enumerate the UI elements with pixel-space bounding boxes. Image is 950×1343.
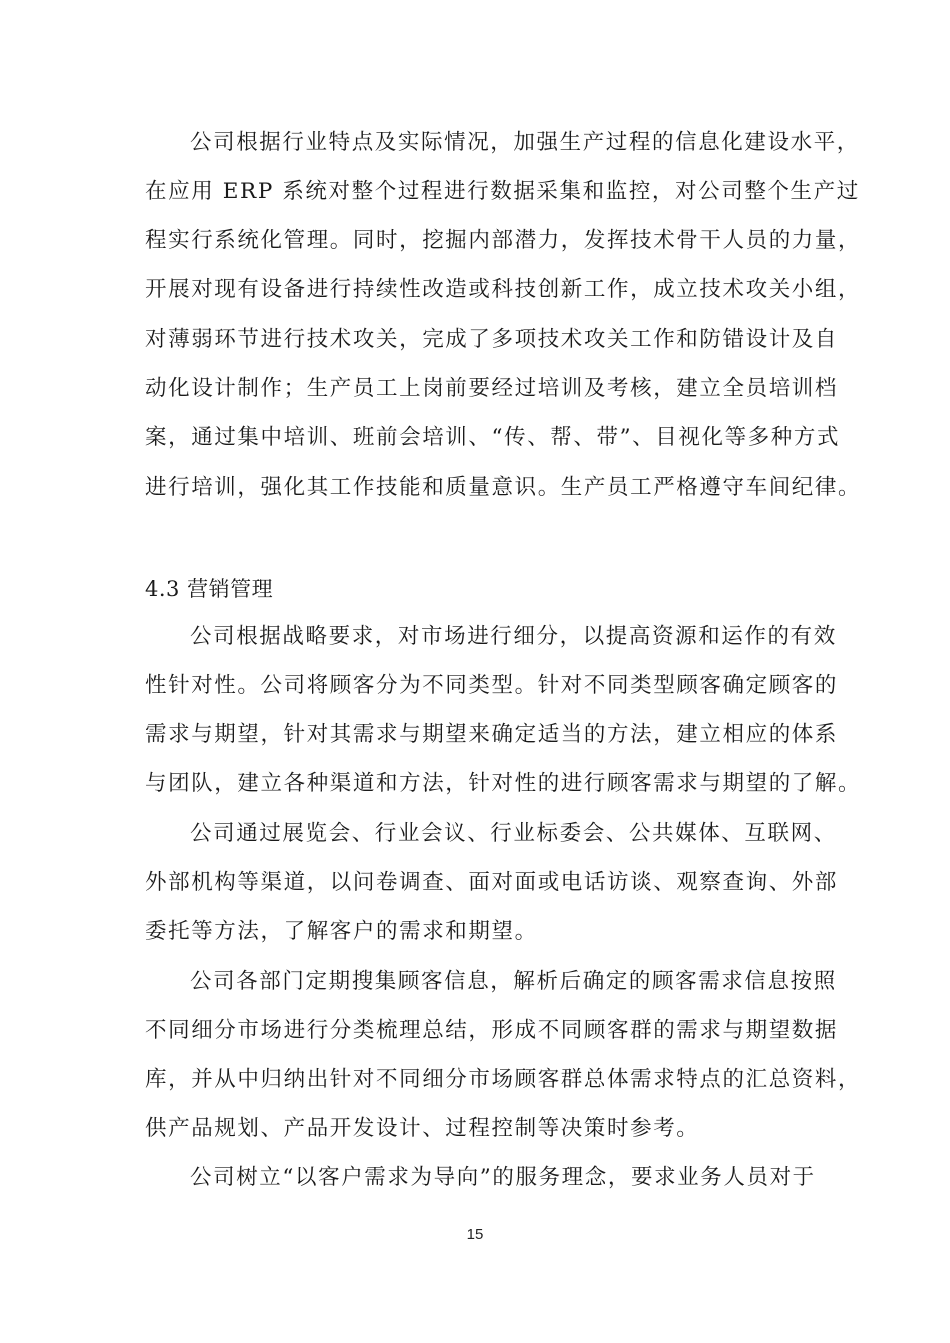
paragraph-line: 开展对现有设备进行持续性改造或科技创新工作，成立技术攻关小组， <box>145 277 862 302</box>
paragraph-line: 外部机构等渠道，以问卷调查、面对面或电话访谈、观察查询、外部 <box>145 870 839 895</box>
paragraph-line: 库，并从中归纳出针对不同细分市场顾客群总体需求特点的汇总资料， <box>145 1067 862 1092</box>
paragraph-line: 不同细分市场进行分类梳理总结，形成不同顾客群的需求与期望数据 <box>145 1018 839 1043</box>
paragraph-line: 公司通过展览会、行业会议、行业标委会、公共媒体、互联网、 <box>190 821 837 846</box>
paragraph-line: 对薄弱环节进行技术攻关，完成了多项技术攻关工作和防错设计及自 <box>145 327 839 352</box>
page-number: 15 <box>466 1226 484 1243</box>
paragraph-line: 公司根据战略要求，对市场进行细分，以提高资源和运作的有效 <box>190 624 837 649</box>
paragraph-line: 进行培训，强化其工作技能和质量意识。生产员工严格遵守车间纪律。 <box>145 475 862 500</box>
paragraph-line: 案，通过集中培训、班前会培训、“传、帮、带”、目视化等多种方式 <box>145 425 841 450</box>
paragraph-line: 性针对性。公司将顾客分为不同类型。针对不同类型顾客确定顾客的 <box>145 673 839 698</box>
paragraph-line: 委托等方法，了解客户的需求和期望。 <box>145 919 538 944</box>
section-heading: 4.3 营销管理 <box>145 577 274 601</box>
paragraph-line: 供产品规划、产品开发设计、过程控制等决策时参考。 <box>145 1116 700 1141</box>
paragraph-line: 在应用 ERP 系统对整个过程进行数据采集和监控，对公司整个生产过 <box>145 179 860 204</box>
paragraph-line: 公司树立“以客户需求为导向”的服务理念，要求业务人员对于 <box>190 1165 816 1190</box>
paragraph-line: 与团队，建立各种渠道和方法，针对性的进行顾客需求与期望的了解。 <box>145 771 862 796</box>
paragraph-line: 动化设计制作；生产员工上岗前要经过培训及考核，建立全员培训档 <box>145 376 839 401</box>
paragraph-line: 公司各部门定期搜集顾客信息，解析后确定的顾客需求信息按照 <box>190 969 837 994</box>
paragraph-line: 公司根据行业特点及实际情况，加强生产过程的信息化建设水平， <box>190 130 860 155</box>
paragraph-line: 程实行系统化管理。同时，挖掘内部潜力，发挥技术骨干人员的力量， <box>145 228 862 253</box>
paragraph-line: 需求与期望，针对其需求与期望来确定适当的方法，建立相应的体系 <box>145 722 839 747</box>
